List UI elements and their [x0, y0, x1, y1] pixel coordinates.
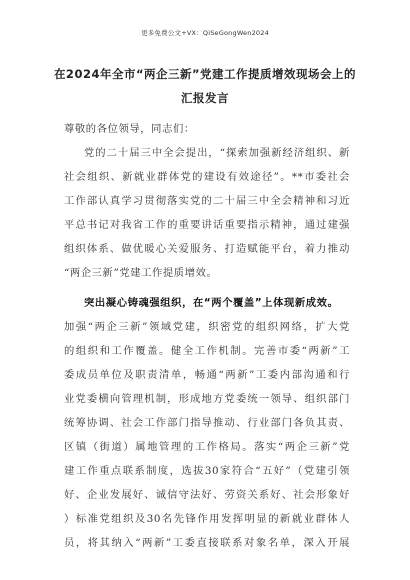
paragraph1-line: 社会组织、新就业群体党的建设有效途径”。**市委社会 — [64, 171, 350, 183]
paragraph2-line: 业党委横向管理机制，形成地方党委统一领导、组织部门 — [64, 393, 350, 405]
paragraph1-line: 平总书记对我省工作的重要讲话重要指示精神，通过建强 — [64, 219, 350, 231]
paragraph2-line: 区镇（街道）属地管理的工作格局。落实“两企三新”党 — [64, 441, 350, 453]
paragraph2-line: 加强“两企三新”领域党建，织密党的组织网络，扩大党 — [64, 321, 350, 333]
paragraph2-line: 统筹协调、社会工作部门指导推动、行业部门各负其责、 — [64, 417, 350, 429]
paragraph2-line: ）标准党组织及30名先锋作用发挥明显的新就业群体人 — [64, 513, 350, 525]
header-note: 更多免费公文+VX：QiSeGongWen2024 — [141, 29, 269, 37]
paragraph1-line: 党的二十届三中全会提出，“探索加强新经济组织、新 — [84, 147, 350, 159]
section-heading: 突出凝心铸魂强组织，在“两个覆盖”上体现新成效。 — [84, 297, 339, 309]
paragraph2-line: 建工作重点联系制度，选拔30家符合“五好”（党建引领 — [64, 465, 350, 477]
salutation: 尊敬的各位领导，同志们： — [64, 123, 195, 135]
title-line-1: 在2024年全市“两企三新”党建工作提质增效现场会上的 — [53, 67, 357, 81]
paragraph2-line: 委成员单位及职责清单，畅通“两新”工委内部沟通和行 — [64, 369, 350, 381]
paragraph2-line: 的组织和工作覆盖。健全工作机制。完善市委“两新”工 — [64, 345, 350, 357]
paragraph1-line: “两企三新”党建工作提质增效。 — [64, 267, 218, 279]
paragraph1-line: 组织体系、做优暖心关爱服务、打造赋能平台，着力推动 — [64, 243, 350, 255]
paragraph2-line: 好、企业发展好、诚信守法好、劳资关系好、社会形象好 — [64, 489, 350, 501]
paragraph1-line: 工作部认真学习贯彻落实党的二十届三中全会精神和习近 — [64, 195, 350, 207]
paragraph2-line: 员，将其纳入“两新”工委直接联系对象名单，深入开展 — [64, 537, 350, 549]
title-line-2: 汇报发言 — [181, 91, 229, 105]
